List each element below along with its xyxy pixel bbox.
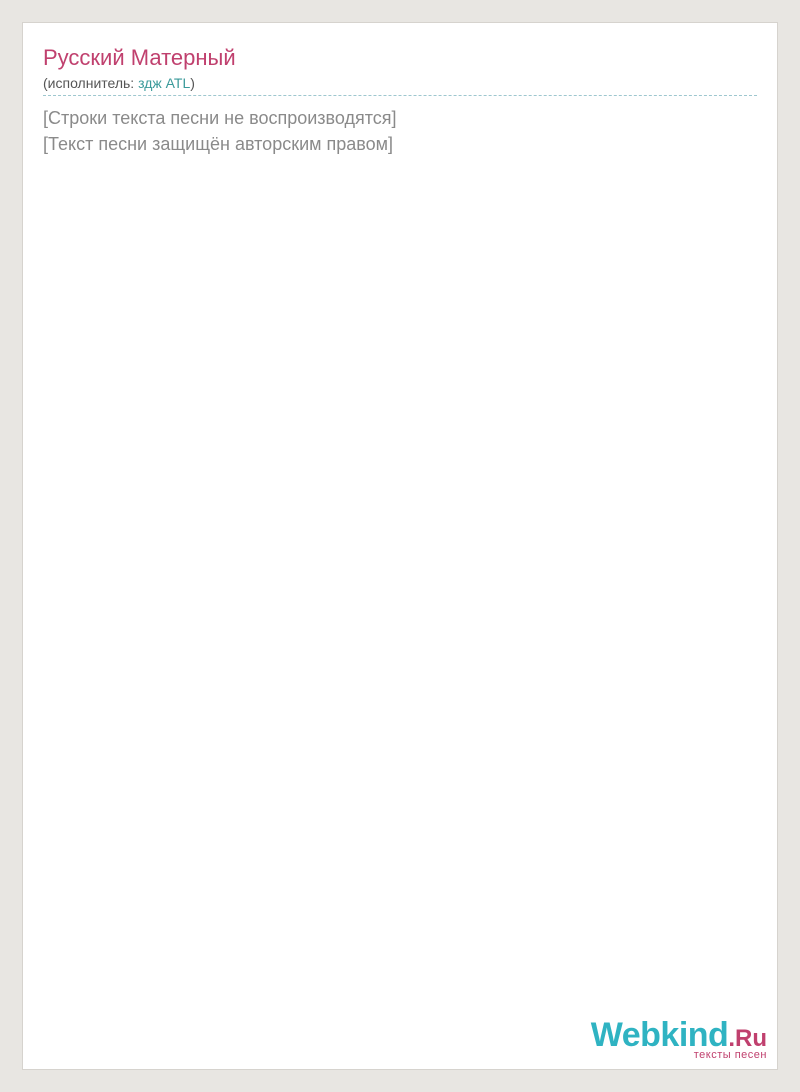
watermark-brand: Webkind	[590, 1016, 729, 1054]
dashed-divider	[43, 95, 757, 96]
artist-link[interactable]: здж ATL	[138, 75, 191, 91]
watermark-tagline: тексты песен	[693, 1049, 767, 1061]
lyric-line: [Текст песни защищён авторским правом]	[43, 134, 394, 154]
site-watermark	[591, 1018, 767, 1061]
song-title: Русский Матерный	[43, 45, 236, 70]
lyrics-page	[22, 22, 778, 1070]
watermark-tld: .Ru	[728, 1025, 767, 1052]
lyric-line: [Строки текста песни не воспроизводятся]	[43, 108, 397, 128]
lyrics-text	[43, 105, 743, 157]
byline-suffix: )	[190, 75, 195, 91]
byline-prefix: (исполнитель:	[43, 75, 139, 91]
artist-byline	[43, 74, 195, 92]
